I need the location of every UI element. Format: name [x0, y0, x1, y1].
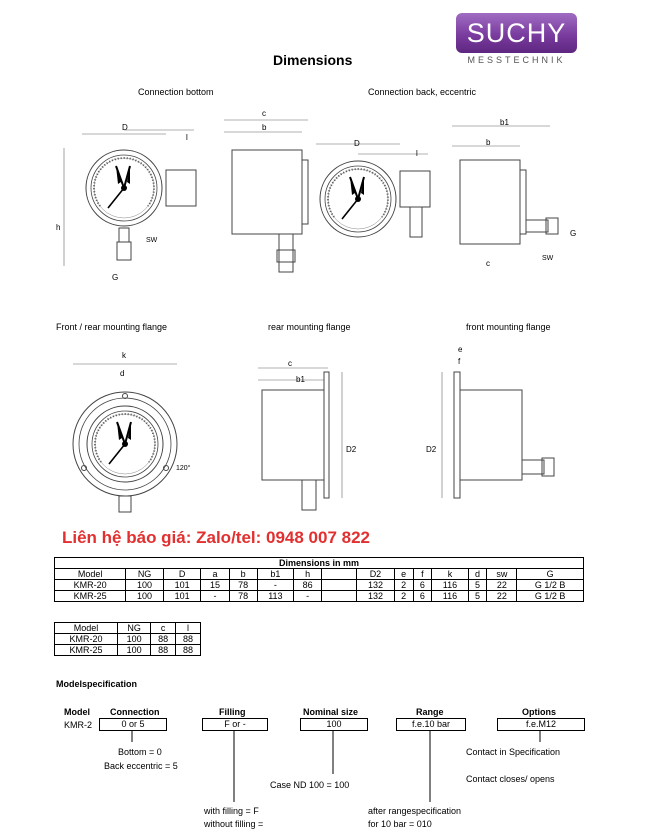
dimensions-table: [54, 557, 584, 602]
th-h: h: [294, 569, 322, 580]
label-angle: 120°: [176, 465, 191, 472]
drawing-bottom-front: [64, 130, 196, 266]
label-b-back: b: [486, 138, 491, 147]
range-value: f.e.10 bar: [396, 718, 466, 731]
cell: KMR-20: [55, 634, 118, 645]
cell: 100: [126, 580, 164, 591]
drawing-front-flange-side: [442, 372, 554, 498]
th-b1: b1: [257, 569, 293, 580]
note-filling-with: with filling = F: [204, 806, 259, 816]
cell: KMR-20: [55, 580, 126, 591]
cell: 6: [413, 591, 432, 602]
range-label: Range: [416, 707, 444, 717]
cell: 2: [394, 591, 413, 602]
cell: 88: [151, 634, 176, 645]
cell: 22: [487, 591, 517, 602]
table-header: [55, 623, 201, 634]
note-connection-back: Back eccentric = 5: [104, 761, 178, 771]
caption-front-flange: front mounting flange: [466, 322, 551, 332]
th-k: k: [432, 569, 468, 580]
cell: 100: [118, 645, 151, 656]
th-e: e: [394, 569, 413, 580]
label-h: h: [56, 223, 61, 232]
cell: 22: [487, 580, 517, 591]
nominal-label: Nominal size: [303, 707, 359, 717]
modelspec-heading: Modelspecification: [56, 679, 138, 689]
cell: 78: [229, 580, 257, 591]
cell: 86: [294, 580, 322, 591]
label-c-back: c: [486, 259, 490, 268]
th-model: Model: [55, 623, 118, 634]
cell: KMR-25: [55, 591, 126, 602]
cell: 88: [151, 645, 176, 656]
note-connection-bottom: Bottom = 0: [118, 747, 162, 757]
cell: 5: [468, 591, 487, 602]
th-ng: NG: [126, 569, 164, 580]
th-f: f: [413, 569, 432, 580]
th-empty: [322, 569, 357, 580]
note-range-2: for 10 bar = 010: [368, 819, 432, 829]
cell: 116: [432, 580, 468, 591]
label-k: k: [122, 351, 126, 360]
cell: [322, 591, 357, 602]
cell: 100: [126, 591, 164, 602]
note-options-1: Contact in Specification: [466, 747, 561, 757]
label-D: D: [122, 123, 128, 132]
label-f: f: [458, 357, 461, 366]
label-sw-back: SW: [542, 255, 554, 262]
options-value: f.e.M12: [497, 718, 585, 731]
cell: 100: [118, 634, 151, 645]
caption-connection-bottom: Connection bottom: [138, 87, 214, 97]
th-ng: NG: [118, 623, 151, 634]
cell: 15: [201, 580, 229, 591]
connection-dimensions-table: [54, 622, 201, 656]
label-b: b: [262, 123, 267, 132]
filling-value: F or -: [202, 718, 268, 731]
label-l: l: [186, 133, 188, 142]
page-title: Dimensions: [273, 52, 353, 68]
th-a: a: [201, 569, 229, 580]
cell: 88: [176, 634, 201, 645]
th-l: l: [176, 623, 201, 634]
dimensions-table-header: [55, 569, 584, 580]
cell: 6: [413, 580, 432, 591]
cell: 5: [468, 580, 487, 591]
label-c-flange: c: [288, 359, 292, 368]
th-d2: D2: [357, 569, 395, 580]
label-D2-front: D2: [426, 445, 437, 454]
caption-connection-back: Connection back, eccentric: [368, 87, 477, 97]
cell: 101: [163, 580, 201, 591]
drawing-flange-front: [73, 364, 177, 512]
label-l-back: l: [416, 149, 418, 158]
connection-value: 0 or 5: [99, 718, 167, 731]
brand-subtitle: MESSTECHNIK: [467, 55, 566, 65]
cell: 78: [229, 591, 257, 602]
th-g: G: [517, 569, 584, 580]
cell: 101: [163, 591, 201, 602]
th-sw: sw: [487, 569, 517, 580]
cell: -: [201, 591, 229, 602]
cell: 113: [257, 591, 293, 602]
model-value: KMR-2: [64, 720, 93, 730]
th-model: Model: [55, 569, 126, 580]
label-D2: D2: [346, 445, 357, 454]
brand-name: SUCHY: [466, 18, 567, 48]
th-b: b: [229, 569, 257, 580]
table-row: [55, 591, 584, 602]
note-filling-without: without filling =: [204, 819, 264, 829]
cell: 132: [357, 591, 395, 602]
label-G: G: [112, 273, 119, 282]
label-b1: b1: [500, 118, 509, 127]
dimensions-table-caption: Dimensions in mm: [55, 558, 584, 569]
cell: 2: [394, 580, 413, 591]
cell: -: [294, 591, 322, 602]
contact-banner: Liên hệ báo giá: Zalo/tel: 0948 007 822: [62, 528, 371, 547]
caption-rear-flange: rear mounting flange: [268, 322, 351, 332]
drawing-rear-flange-side: [258, 368, 342, 510]
label-D-back: D: [354, 139, 360, 148]
cell: 88: [176, 645, 201, 656]
th-c: c: [151, 623, 176, 634]
th-d-small: d: [468, 569, 487, 580]
note-nominal: Case ND 100 = 100: [270, 780, 350, 790]
th-d: D: [163, 569, 201, 580]
table-row: [55, 580, 584, 591]
drawing-bottom-side: [224, 120, 308, 272]
drawing-back-side: [452, 126, 558, 244]
drawing-back-front: [316, 144, 430, 237]
model-label: Model: [64, 707, 90, 717]
label-sw: SW: [146, 237, 158, 244]
table-row: [55, 645, 201, 656]
connection-label: Connection: [110, 707, 160, 717]
table-row: [55, 634, 201, 645]
options-label: Options: [522, 707, 556, 717]
cell: -: [257, 580, 293, 591]
note-range-1: after rangespecification: [368, 806, 462, 816]
nominal-value: 100: [300, 718, 368, 731]
cell: KMR-25: [55, 645, 118, 656]
note-options-2: Contact closes/ opens: [466, 774, 555, 784]
caption-front-rear-flange: Front / rear mounting flange: [56, 322, 168, 332]
cell: G 1/2 B: [517, 591, 584, 602]
cell: [322, 580, 357, 591]
label-d: d: [120, 369, 125, 378]
cell: 132: [357, 580, 395, 591]
label-c: c: [262, 109, 266, 118]
cell: G 1/2 B: [517, 580, 584, 591]
cell: 116: [432, 591, 468, 602]
filling-label: Filling: [219, 707, 246, 717]
label-G-back: G: [570, 229, 577, 238]
label-e: e: [458, 345, 463, 354]
label-b1-flange: b1: [296, 375, 305, 384]
